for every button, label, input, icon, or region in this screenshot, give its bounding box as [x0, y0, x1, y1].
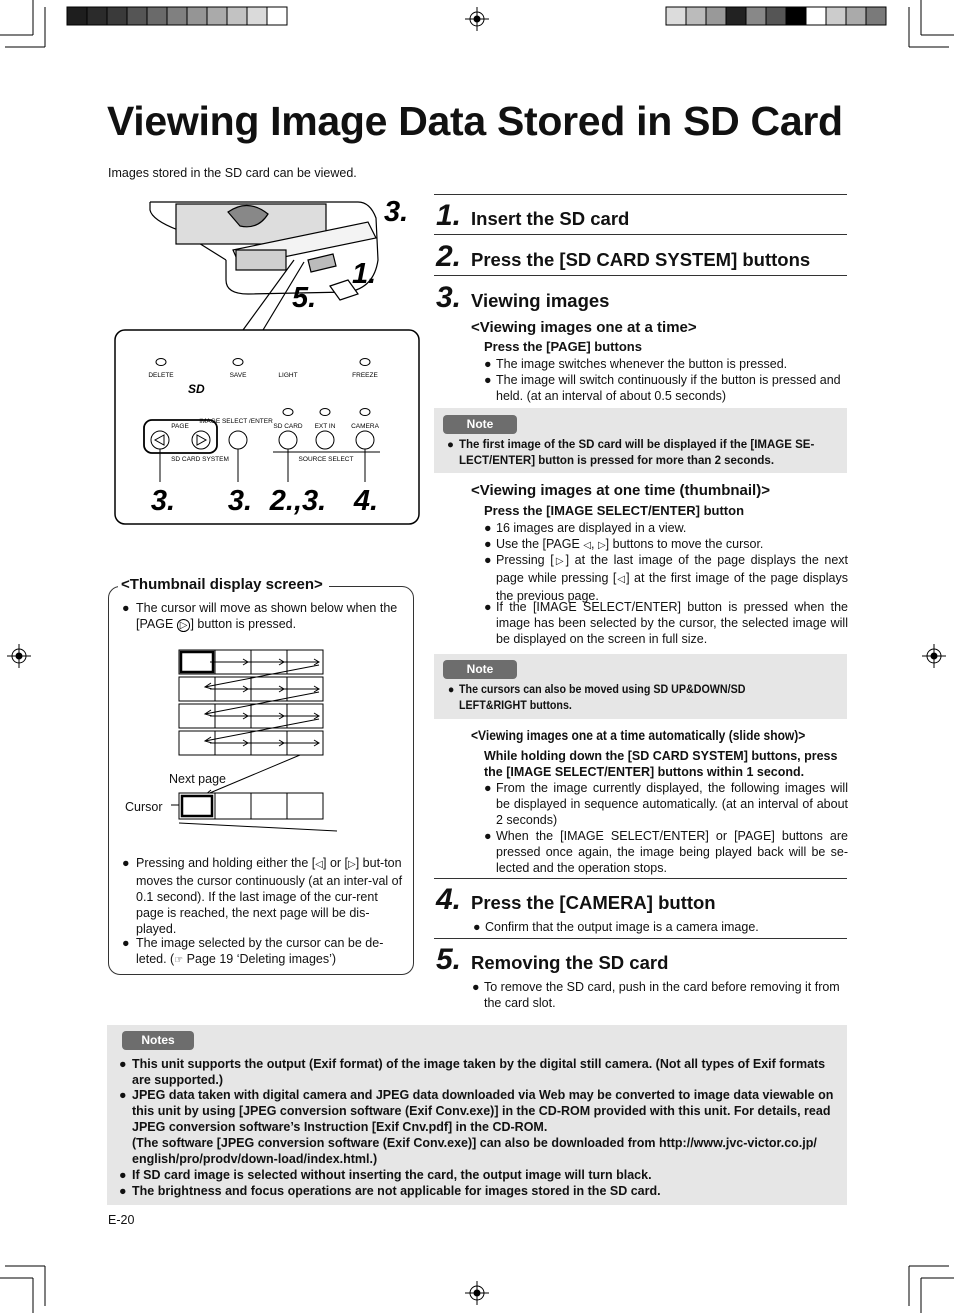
thumbnail-bullet-2: ● Use the [PAGE ◁, ▷] buttons to move the cursor. — [484, 537, 764, 551]
one-at-a-time-bullet-2: ● The image will switch continuously if the button is pressed and held. (at an interval of about 0.5 seconds) — [484, 373, 841, 403]
notes-item-1: ● This unit supports the output (Exif format) of the image taken by the digital still camera. (Not all types of Exif formats are supported.) — [119, 1057, 826, 1087]
one-at-a-time-instruction: Press the [PAGE] buttons — [484, 339, 642, 354]
step-5-title: Removing the SD card — [471, 952, 669, 973]
thumb-bullet-2: ● Pressing and holding either the [◁] or [▷] but-ton moves the cursor continuously (at an inter-val of 0.1 second). If the last image of the cur-rent page is reached, the next page will be dis-played. — [122, 856, 403, 936]
page-right-button — [192, 431, 210, 449]
registration-target-left — [7, 644, 31, 668]
remove-bullet: ● To remove the SD card, push in the card before removing it from the card slot. — [472, 980, 840, 1010]
label-save: SAVE — [229, 372, 247, 379]
page-title: Viewing Image Data Stored in SD Card — [107, 98, 843, 144]
device-sketch — [150, 202, 378, 300]
notes-item-2: ● JPEG data taken with digital camera and JPEG data downloaded via Web may be converted to image data viewable on this unit by using [JPEG conversion software (Exif Conv.exe)] in the CD-ROM provided with this unit. For details, read JPEG conversion software’s Instruction [Exif Cnv.pdf] in the CD-ROM. — [119, 1088, 834, 1134]
one-at-a-time-heading: <Viewing images one at a time> — [471, 319, 697, 336]
camera-bullet: ● Confirm that the output image is a camera image. — [473, 920, 759, 934]
step-5-number: 5. — [436, 943, 462, 976]
thumbnail-heading: <Viewing images at one time (thumbnail)> — [471, 482, 770, 499]
step-3-number: 3. — [436, 281, 462, 314]
notes-item-2-download: (The software [JPEG conversion software (Exif Conv.exe)] can also be downloaded from http://www.jvc-victor.co.jp/ english/pro/prodv/down-load/index.html.) — [132, 1136, 817, 1166]
label-ext-in: EXT IN — [314, 423, 336, 430]
registration-target-top — [465, 7, 489, 31]
step-2-title: Press the [SD CARD SYSTEM] buttons — [471, 249, 811, 270]
callout-top-1: 1. — [352, 258, 377, 290]
page-right-icon: ▷ — [348, 859, 356, 870]
callout-bottom-3b: 3. — [227, 485, 253, 517]
step-1-number: 1. — [436, 199, 462, 232]
callout-top-5: 5. — [292, 282, 317, 314]
label-sd-card-system: SD CARD SYSTEM — [171, 456, 229, 463]
note-2-text: ● The cursors can also be moved using SD UP&DOWN/SD LEFT&RIGHT buttons. — [447, 684, 746, 712]
label-light: LIGHT — [278, 372, 298, 379]
callout-bottom-23: 2.,3. — [269, 485, 327, 517]
step-1-title: Insert the SD card — [471, 208, 630, 229]
step-2-number: 2. — [436, 240, 462, 273]
page-right-icon: ▷ — [177, 619, 191, 632]
page-left-icon: ◁ — [616, 574, 627, 585]
thumbnail-instruction: Press the [IMAGE SELECT/ENTER] button — [484, 503, 745, 518]
sd-logo: SD — [188, 382, 205, 396]
registration-target-bottom — [465, 1281, 489, 1305]
cursor-label: Cursor — [125, 800, 163, 814]
callout-bottom-4: 4. — [353, 485, 379, 517]
device-diagram — [108, 190, 428, 532]
thumbnail-bullet-4: ● If the [IMAGE SELECT/ENTER] button is pressed when the image has been selected by the cursor, the selected image will be displayed on the screen in full size. — [484, 600, 848, 646]
image-select-enter-button — [229, 431, 247, 449]
thumb-bullet-1: ● The cursor will move as shown below when the [PAGE ▷ ] button is pressed. — [122, 601, 398, 631]
notes-tag: Notes — [122, 1031, 194, 1050]
note-2-tag: Note — [443, 660, 517, 679]
thumbnail-bullet-3: ● Pressing [▷] at the last image of the page displays the next page while pressing [◁] at the first image of the page displays the previous page. — [484, 553, 848, 603]
label-camera: CAMERA — [351, 423, 379, 430]
page-left-icon: ◁ — [583, 540, 592, 551]
slideshow-instruction: While holding down the [SD CARD SYSTEM] buttons, press the [IMAGE SELECT/ENTER] buttons within 1 second. — [484, 749, 838, 779]
callout-bottom-3a: 3. — [150, 485, 176, 517]
notes-item-4: ● The brightness and focus operations are not applicable for images stored in the SD card. — [119, 1184, 661, 1198]
camera-button — [356, 431, 374, 449]
label-freeze: FREEZE — [352, 372, 378, 379]
label-sd-card: SD CARD — [273, 423, 303, 430]
slideshow-bullet-1: ● From the image currently displayed, the following images will be displayed in sequence automatically. (at an interval of about 2 seconds) — [484, 781, 848, 827]
step-3-title: Viewing images — [471, 290, 610, 311]
page-number: E-20 — [108, 1213, 135, 1227]
notes-item-3: ● If SD card image is selected without inserting the card, the output image will turn black. — [119, 1168, 652, 1182]
slideshow-heading: <Viewing images one at a time automatically (slide show)> — [471, 727, 806, 743]
label-source-select: SOURCE SELECT — [298, 456, 354, 463]
page-left-icon: ◁ — [315, 859, 323, 870]
reference-icon: ☞ — [174, 955, 184, 966]
next-page-label: Next page — [169, 772, 226, 786]
gray-scale-right — [666, 7, 886, 25]
label-image-select-enter: IMAGE SELECT /ENTER — [199, 418, 273, 425]
intro-text: Images stored in the SD card can be viewed. — [108, 166, 357, 180]
label-delete: DELETE — [148, 372, 174, 379]
thumbnail-bullet-1: ● 16 images are displayed in a view. — [484, 521, 687, 535]
ext-in-button — [316, 431, 334, 449]
thumb-bullet-3: ● The image selected by the cursor can be de-leted. (☞ Page 19 ‘Deleting images’) — [122, 936, 384, 966]
step-4-title: Press the [CAMERA] button — [471, 892, 716, 913]
thumbnail-box-title: <Thumbnail display screen> — [118, 576, 329, 593]
page-right-icon: ▷ — [553, 556, 566, 567]
sd-card-button — [279, 431, 297, 449]
page-right-icon: ▷ — [597, 540, 606, 551]
note-1-text: ● The first image of the SD card will be displayed if the [IMAGE SE-LECT/ENTER] button is pressed for more than 2 seconds. — [447, 439, 815, 467]
slideshow-bullet-2: ● When the [IMAGE SELECT/ENTER] or [PAGE] buttons are pressed once again, the image being played back will be se-lected and the operation stops. — [484, 829, 848, 875]
label-page: PAGE — [171, 423, 189, 430]
step-4-number: 4. — [436, 883, 462, 916]
callout-top-3: 3. — [384, 196, 409, 228]
one-at-a-time-bullet-1: ● The image switches whenever the button is pressed. — [484, 357, 788, 371]
registration-target-right — [922, 644, 946, 668]
page-left-button — [151, 431, 169, 449]
note-1-tag: Note — [443, 415, 517, 434]
gray-scale-left — [67, 7, 287, 25]
